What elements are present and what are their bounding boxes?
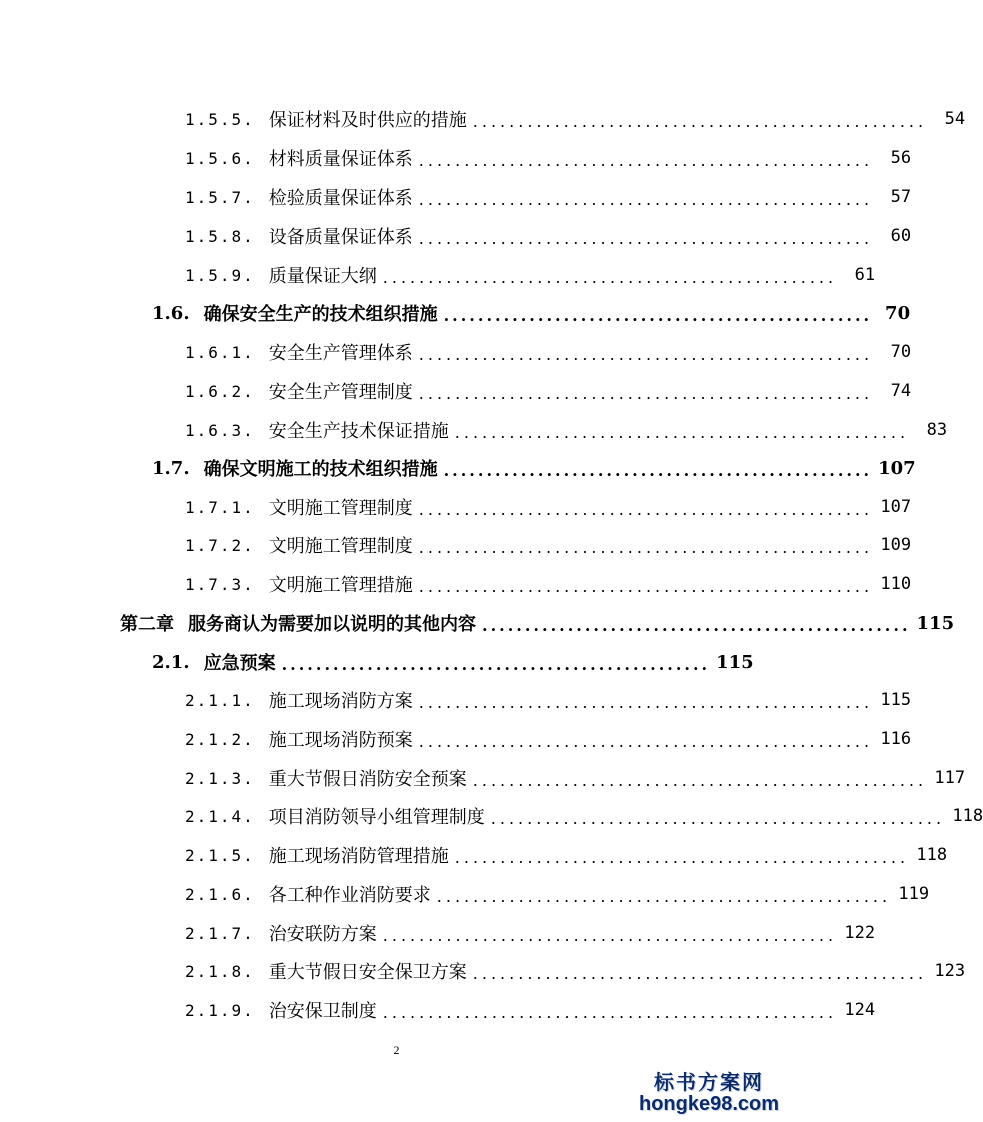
dot-leader: .................................................. bbox=[382, 268, 838, 287]
toc-entry[interactable] bbox=[185, 333, 912, 371]
toc-entry-title: 检验质量保证体系 bbox=[268, 188, 413, 209]
toc-entry-title: 施工现场消防方案 bbox=[268, 691, 413, 712]
toc-entry-page: 118 bbox=[952, 806, 983, 826]
toc-entry-title: 治安联防方案 bbox=[268, 924, 377, 945]
toc-entry-number: 1.7.2. bbox=[185, 535, 255, 555]
toc-entry-number: 1.7.3. bbox=[185, 574, 255, 594]
toc-entry-title: 文明施工管理制度 bbox=[268, 536, 413, 557]
toc-entry-page: 124 bbox=[844, 1000, 876, 1020]
toc-entry-page: 115 bbox=[916, 612, 955, 634]
toc-entry-title: 各工种作业消防要求 bbox=[268, 885, 431, 906]
dot-leader: .................................................. bbox=[418, 693, 874, 712]
toc-entry-page: 56 bbox=[890, 148, 912, 168]
toc-entry-page: 57 bbox=[890, 187, 912, 207]
dot-leader: .................................................. bbox=[418, 732, 874, 751]
toc-entry-page: 61 bbox=[854, 265, 876, 285]
toc-entry-number: 2.1.2. bbox=[185, 729, 255, 749]
toc-entry-title: 重大节假日消防安全预案 bbox=[268, 769, 467, 790]
toc-entry-title: 项目消防领导小组管理制度 bbox=[268, 807, 485, 828]
dot-leader: .................................................. bbox=[418, 229, 874, 248]
toc-entry-page: 60 bbox=[890, 226, 912, 246]
dot-leader: .................................................. bbox=[482, 616, 911, 635]
toc-entry[interactable] bbox=[185, 372, 912, 410]
toc-entry-page: 123 bbox=[934, 961, 966, 981]
toc-entry-title: 应急预案 bbox=[203, 653, 276, 674]
dot-leader: .................................................. bbox=[454, 848, 910, 867]
dot-leader: .................................................. bbox=[418, 577, 874, 596]
dot-leader: .................................................. bbox=[418, 190, 874, 209]
toc-entry-title: 确保文明施工的技术组织措施 bbox=[203, 459, 438, 480]
toc-entry[interactable] bbox=[185, 836, 948, 874]
toc-entry-page: 70 bbox=[890, 342, 912, 362]
toc-entry-title: 材料质量保证体系 bbox=[268, 149, 413, 170]
toc-entry-page: 74 bbox=[890, 381, 912, 401]
toc-entry-number: 1.6.2. bbox=[185, 381, 255, 401]
toc-entry-page: 115 bbox=[880, 690, 912, 710]
toc-entry-title: 文明施工管理制度 bbox=[268, 498, 413, 519]
toc-entry-page: 117 bbox=[934, 768, 966, 788]
toc-entry-title: 确保安全生产的技术组织措施 bbox=[203, 304, 438, 325]
toc-entry-page: 122 bbox=[844, 923, 876, 943]
toc-entry[interactable] bbox=[185, 681, 912, 719]
toc-entry-page: 70 bbox=[885, 302, 911, 324]
dot-leader: .................................................. bbox=[472, 964, 928, 983]
toc-entry-page: 118 bbox=[916, 845, 948, 865]
toc-entry[interactable] bbox=[185, 217, 912, 255]
toc-section-entry[interactable] bbox=[152, 449, 916, 487]
toc-entry-page: 54 bbox=[944, 109, 966, 129]
dot-leader: .................................................. bbox=[472, 771, 928, 790]
toc-entry-number: 1.5.5. bbox=[185, 109, 255, 129]
toc-entry-title: 安全生产技术保证措施 bbox=[268, 421, 449, 442]
toc-entry-number: 1.6.3. bbox=[185, 420, 255, 440]
toc-entry-title: 重大节假日安全保卫方案 bbox=[268, 962, 467, 983]
toc-entry[interactable] bbox=[185, 759, 966, 797]
dot-leader: .................................................. bbox=[454, 423, 910, 442]
dot-leader: .................................................. bbox=[436, 887, 892, 906]
toc-entry-page: 109 bbox=[880, 535, 912, 555]
toc-entry[interactable] bbox=[185, 565, 912, 603]
dot-leader: .................................................. bbox=[472, 112, 928, 131]
toc-entry[interactable] bbox=[185, 256, 876, 294]
toc-entry[interactable] bbox=[185, 139, 912, 177]
toc-chapter-entry[interactable] bbox=[120, 604, 955, 642]
watermark-title: 标书方案网 bbox=[654, 1070, 764, 1094]
dot-leader: .................................................. bbox=[443, 306, 873, 325]
toc-entry-number: 1.5.9. bbox=[185, 265, 255, 285]
toc-entry-title: 文明施工管理措施 bbox=[268, 575, 413, 596]
toc-entry-page: 110 bbox=[880, 574, 912, 594]
toc-entry[interactable] bbox=[185, 875, 930, 913]
toc-entry-number: 1.7.1. bbox=[185, 497, 255, 517]
dot-leader: .................................................. bbox=[418, 345, 874, 364]
toc-entry-number: 1.5.8. bbox=[185, 226, 255, 246]
toc-entry-page: 107 bbox=[878, 457, 916, 479]
toc-entry-number: 第二章 bbox=[120, 614, 174, 635]
toc-entry[interactable] bbox=[185, 991, 876, 1029]
toc-entry-number: 2.1.9. bbox=[185, 1000, 255, 1020]
dot-leader: .................................................. bbox=[443, 461, 873, 480]
toc-entry-page: 107 bbox=[880, 497, 912, 517]
toc-entry[interactable] bbox=[185, 526, 912, 564]
toc-entry-page: 116 bbox=[880, 729, 912, 749]
dot-leader: .................................................. bbox=[418, 538, 874, 557]
toc-entry-number: 2.1.6. bbox=[185, 884, 255, 904]
dot-leader: .................................................. bbox=[281, 655, 711, 674]
toc-entry-number: 1.6.1. bbox=[185, 342, 255, 362]
toc-section-entry[interactable] bbox=[152, 294, 911, 332]
toc-entry[interactable] bbox=[185, 952, 966, 990]
toc-entry-number: 1.6. bbox=[152, 302, 190, 324]
toc-entry-title: 质量保证大纲 bbox=[268, 266, 377, 287]
toc-entry-number: 1.7. bbox=[152, 457, 190, 479]
watermark-logo bbox=[639, 1066, 779, 1116]
dot-leader: .................................................. bbox=[418, 384, 874, 403]
toc-entry-title: 安全生产管理制度 bbox=[268, 382, 413, 403]
toc-entry[interactable] bbox=[185, 178, 912, 216]
toc-entry-title: 安全生产管理体系 bbox=[268, 343, 413, 364]
dot-leader: .................................................. bbox=[382, 1003, 838, 1022]
toc-entry[interactable] bbox=[185, 914, 876, 952]
toc-entry-number: 2.1.5. bbox=[185, 845, 255, 865]
toc-entry-title: 施工现场消防预案 bbox=[268, 730, 413, 751]
toc-entry-title: 服务商认为需要加以说明的其他内容 bbox=[188, 614, 476, 635]
toc-entry-number: 2.1.3. bbox=[185, 768, 255, 788]
dot-leader: .................................................. bbox=[382, 926, 838, 945]
toc-entry-title: 设备质量保证体系 bbox=[268, 227, 413, 248]
toc-entry-page: 119 bbox=[898, 884, 930, 904]
toc-entry-number: 1.5.6. bbox=[185, 148, 255, 168]
toc-entry-title: 保证材料及时供应的措施 bbox=[268, 110, 467, 131]
toc-entry[interactable] bbox=[185, 100, 966, 138]
toc-entry-number: 1.5.7. bbox=[185, 187, 255, 207]
toc-entry-number: 2.1.4. bbox=[185, 806, 255, 826]
toc-entry-page: 115 bbox=[716, 651, 754, 673]
toc-entry-title: 治安保卫制度 bbox=[268, 1001, 377, 1022]
toc-entry[interactable] bbox=[185, 488, 912, 526]
toc-entry-number: 2.1.8. bbox=[185, 961, 255, 981]
watermark-url: hongke98.com bbox=[639, 1093, 780, 1115]
toc-entry[interactable] bbox=[185, 411, 948, 449]
dot-leader: .................................................. bbox=[418, 500, 874, 519]
page-number: 2 bbox=[393, 1043, 400, 1057]
toc-entry-number: 2.1. bbox=[152, 651, 190, 673]
toc-entry-page: 83 bbox=[926, 420, 948, 440]
dot-leader: .................................................. bbox=[490, 809, 946, 828]
dot-leader: .................................................. bbox=[418, 151, 874, 170]
toc-section-entry[interactable] bbox=[152, 643, 754, 681]
toc-entry-number: 2.1.1. bbox=[185, 690, 255, 710]
toc-entry[interactable] bbox=[185, 720, 912, 758]
toc-entry-number: 2.1.7. bbox=[185, 923, 255, 943]
toc-entry[interactable] bbox=[185, 797, 983, 835]
toc-entry-title: 施工现场消防管理措施 bbox=[268, 846, 449, 867]
